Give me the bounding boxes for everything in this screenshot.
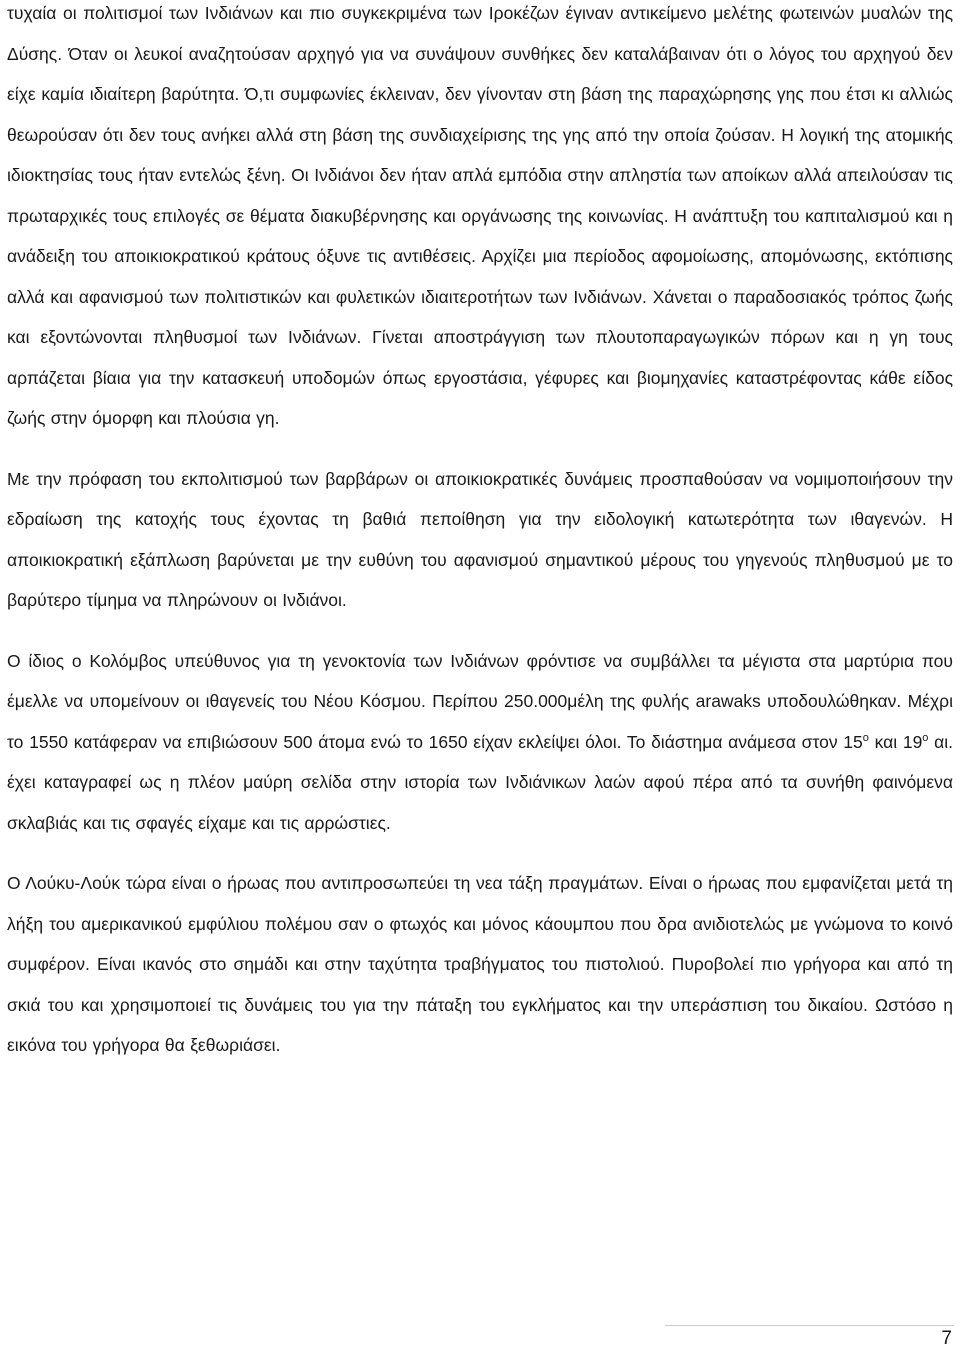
paragraph-3-text-c: αι. έχει καταγραφεί ως η πλέον μαύρη σελίδα στην ιστορία των Ινδιάνικων λαών αφού πέρα από τα συνήθη φαινόμενα σκλαβιάς και τις σφαγές είχαμε και τις αρρώστιες. bbox=[7, 731, 953, 833]
paragraph-4-text: Ο Λούκυ-Λούκ τώρα είναι ο ήρωας που αντιπροσωπεύει τη νεα τάξη πραγμάτων. Είναι ο ήρωας που εμφανίζεται μετά τη λήξη του αμερικανικού εμφύλιου πολέμου σαν ο φτωχός και μόνος κάουμπου που δρα ανιδιοτελώς με γνώμονα το κοινό συμφέρον. Είναι ικανός στο σημάδι και στην ταχύτητα τραβήγματος του πιστολιού. Πυροβολεί πιο γρήγορα και από τη σκιά του και χρησιμοποιεί τις δυνάμεις του για την πάταξη του εγκλήματος και την υπεράσπιση του δικαίου. Ωστόσο η εικόνα του γρήγορα θα ξεθωριάσει. bbox=[7, 873, 953, 1055]
paragraph-3-text-b: και 19 bbox=[868, 731, 923, 752]
footer-divider bbox=[665, 1325, 954, 1326]
paragraph-1-text: τυχαία οι πολιτισμοί των Ινδιάνων και πιο συγκεκριμένα των Ιροκέζων έγιναν αντικείμενο μελέτης φωτεινών μυαλών της Δύσης. Όταν οι λευκοί αναζητούσαν αρχηγό για να συνάψουν συνθήκες δεν καταλάβαιναν ότι ο λόγος του αρχηγού δεν είχε καμία ιδιαίτερη βαρύτητα. Ό,τι συμφωνίες έκλειναν, δεν γίνονταν στη βάση της παραχώρησης γης που έτσι κι αλλιώς θεωρούσαν ότι δεν τους ανήκει αλλά στη βάση της συνδιαχείρισης της γης από την οποία ζούσαν. Η λογική της ατομικής ιδιοκτησίας τους ήταν εντελώς ξένη. Οι Ινδιάνοι δεν ήταν απλά εμπόδια στην απληστία των αποίκων αλλά απειλούσαν τις πρωταρχικές τους επιλογές σε θέματα διακυβέρνησης και οργάνωσης της κοινωνίας. Η ανάπτυξη του καπιταλισμού και η ανάδειξη του αποικιοκρατικού κράτους όξυνε τις αντιθέσεις. Αρχίζει μια περίοδος αφομοίωσης, απομόνωσης, εκτόπισης αλλά και αφανισμού των πολιτιστικών και φυλετικών ιδιαιτεροτήτων των Ινδιάνων. Χάνεται ο παραδοσιακός τρόπος ζωής και εξοντώνονται πληθυσμοί των Ινδιάνων. Γίνεται αποστράγγιση των πλουτοπαραγωγικών πόρων και η γη τους αρπάζεται βίαια για την κατασκευή υποδομών όπως εργοστάσια, γέφυρες και βιομηχανίες καταστρέφοντας κάθε είδος ζωής στην όμορφη και πλούσια γη. bbox=[7, 3, 953, 428]
page-number: 7 bbox=[941, 1328, 952, 1349]
superscript-o: ο bbox=[862, 731, 869, 744]
paragraph-3 bbox=[7, 641, 953, 844]
document-body bbox=[7, 0, 953, 1066]
paragraph-2-text: Με την πρόφαση του εκπολιτισμού των βαρβάρων οι αποικιοκρατικές δυνάμεις προσπαθούσαν να νομιμοποιήσουν την εδραίωση της κατοχής τους έχοντας τη βαθιά πεποίθηση για την ειδολογική κατωτερότητα των ιθαγενών. Η αποικιοκρατική εξάπλωση βαρύνεται με την ευθύνη του αφανισμού σημαντικού μέρους του γηγενούς πληθυσμού με το βαρύτερο τίμημα να πληρώνουν οι Ινδιάνοι. bbox=[7, 468, 953, 610]
paragraph-4 bbox=[7, 863, 953, 1066]
paragraph-2 bbox=[7, 459, 953, 621]
paragraph-3-text-a: Ο ίδιος ο Κολόμβος υπεύθυνος για τη γενοκτονία των Ινδιάνων φρόντισε να συμβάλλει τα μέγιστα στα μαρτύρια που έμελλε να υπομείνουν οι ιθαγενείς του Νέου Κόσμου. Περίπου 250.000μέλη της φυλής arawaks υποδουλώθηκαν. Μέχρι το 1550 κατάφεραν να επιβιώσουν 500 άτομα ενώ το 1650 είχαν εκλείψει όλοι. Το διάστημα ανάμεσα στον 15 bbox=[7, 650, 953, 752]
superscript-o: ο bbox=[922, 731, 929, 744]
paragraph-1 bbox=[7, 0, 953, 439]
